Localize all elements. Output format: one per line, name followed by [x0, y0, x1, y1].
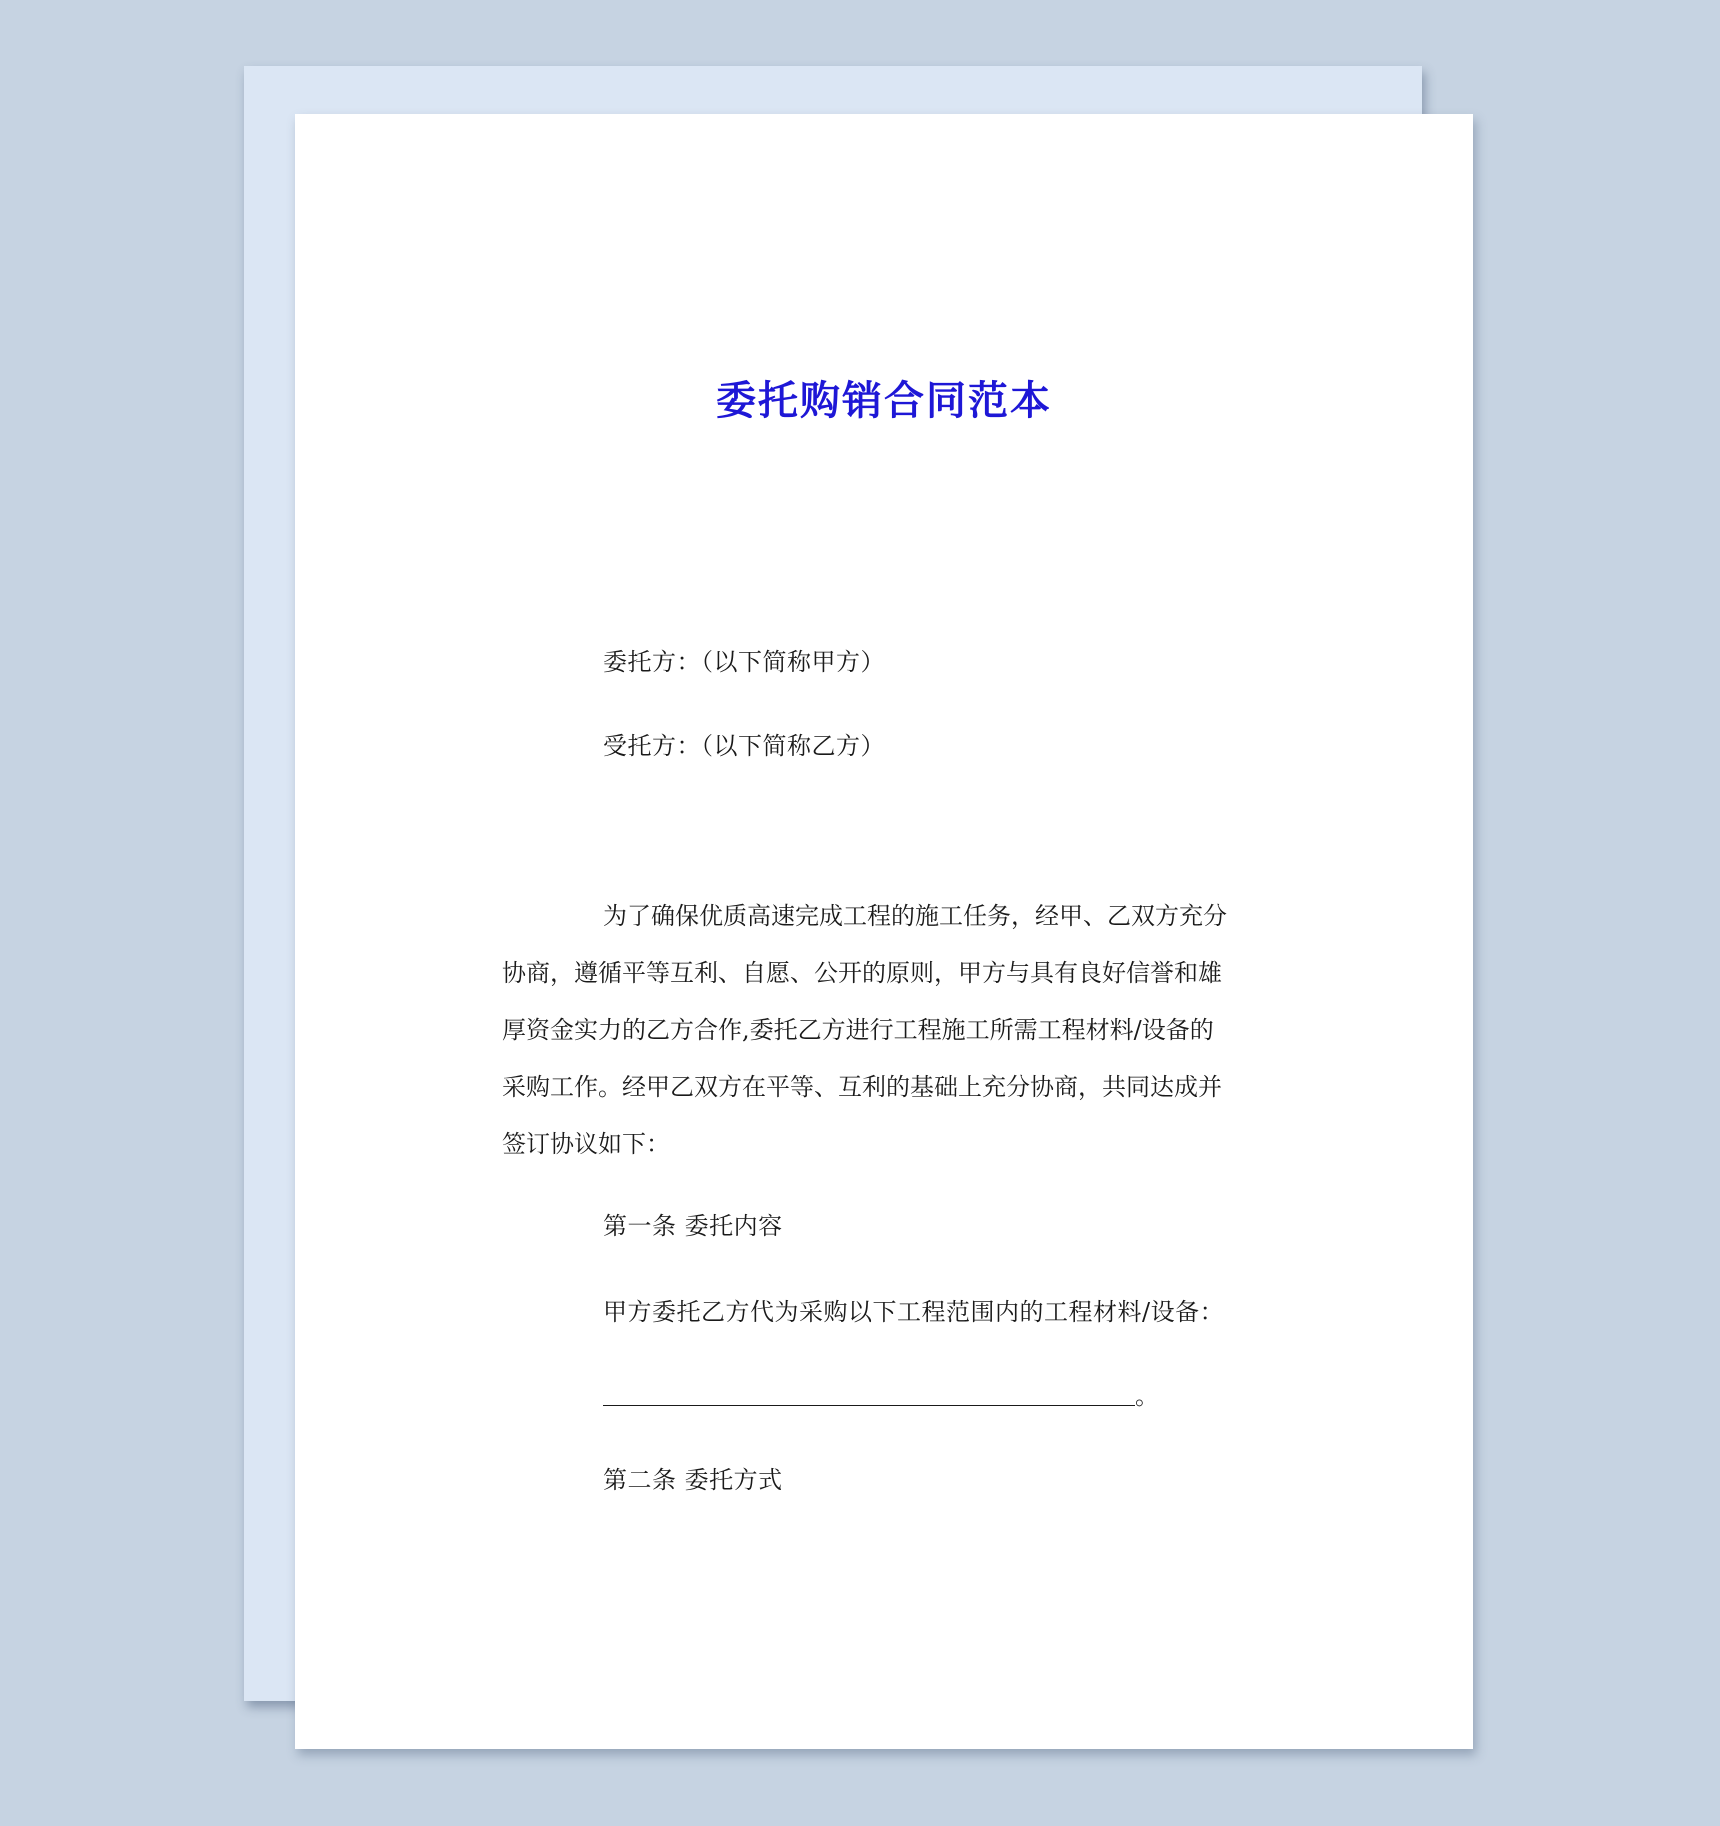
- document-page: [295, 114, 1473, 1749]
- preamble-line: 签订协议如下：: [502, 1130, 670, 1158]
- preamble-line: 协商，遵循平等互利、自愿、公开的原则，甲方与具有良好信誉和雄: [502, 959, 1222, 987]
- preamble-line: 厚资金实力的乙方合作,委托乙方进行工程施工所需工程材料/设备的: [502, 1016, 1214, 1044]
- client-party-line: 委托方：（以下简称甲方）: [603, 648, 885, 676]
- blank-end-punctuation: 。: [1135, 1382, 1159, 1410]
- preamble-line: 采购工作。经甲乙双方在平等、互利的基础上充分协商，共同达成并: [502, 1073, 1222, 1101]
- preamble-paragraph: [502, 888, 1264, 1173]
- preamble-line: 为了确保优质高速完成工程的施工任务，经甲、乙双方充分: [603, 902, 1227, 930]
- article-2-heading: 第二条 委托方式: [603, 1466, 783, 1494]
- article-1-heading: 第一条 委托内容: [603, 1212, 783, 1240]
- article-1-text: 甲方委托乙方代为采购以下工程范围内的工程材料/设备：: [603, 1298, 1225, 1326]
- agent-party-line: 受托方：（以下简称乙方）: [603, 732, 885, 760]
- fill-in-blank: [603, 1405, 1135, 1406]
- document-title: 委托购销合同范本: [716, 378, 1052, 424]
